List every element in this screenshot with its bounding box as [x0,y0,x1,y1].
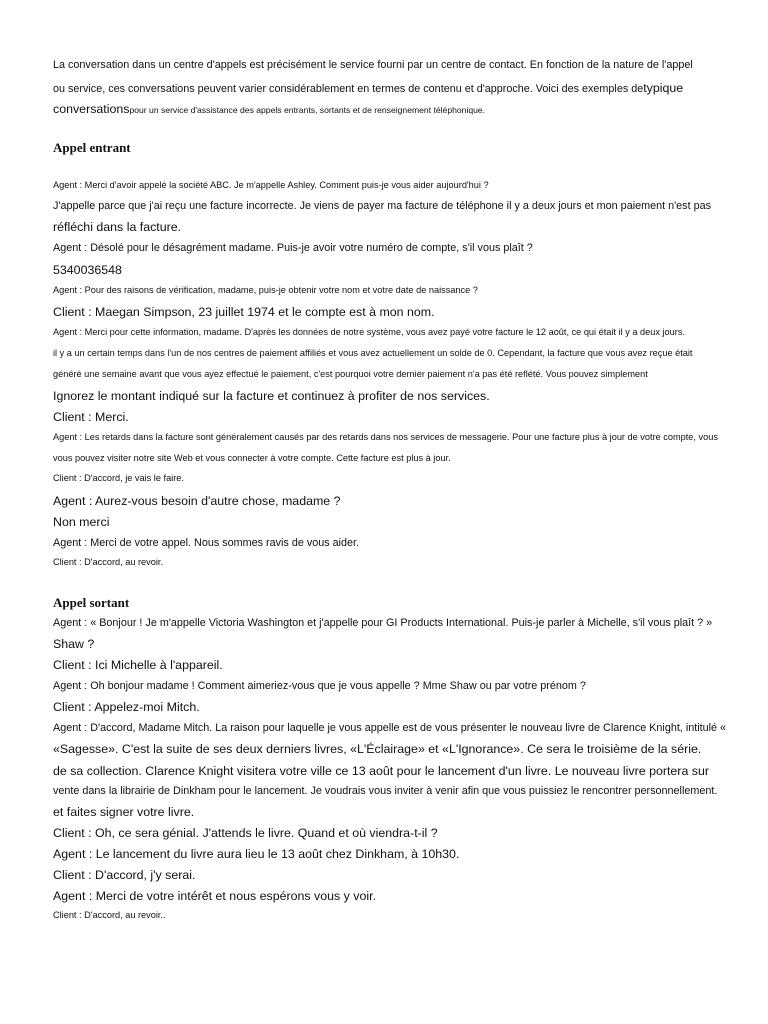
outbound-line: Client : Appelez-moi Mitch. [53,700,200,714]
inbound-line: Agent : Merci d'avoir appelé la société ABC. Je m'appelle Ashley. Comment puis-je vous aider aujourd'hui ? [53,180,489,190]
outbound-line: Client : Ici Michelle à l'appareil. [53,658,223,672]
outbound-line: Agent : Oh bonjour madame ! Comment aimeriez-vous que je vous appelle ? Mme Shaw ou par votre prénom ? [53,680,586,692]
outbound-heading: Appel sortant [53,596,130,610]
intro-line-2 [53,81,756,95]
outbound-line: Agent : Le lancement du livre aura lieu le 13 août chez Dinkham, à 10h30. [53,847,460,861]
inbound-line: Agent : Merci de votre appel. Nous sommes ravis de vous aider. [53,537,360,549]
outbound-line: Agent : D'accord, Madame Mitch. La raison pour laquelle je vous appelle est de vous présenter le nouveau livre de Clarence Knight, intitulé « [53,722,727,734]
inbound-line: Client : D'accord, je vais le faire. [53,473,184,483]
outbound-line: de sa collection. Clarence Knight visitera votre ville ce 13 août pour le lancement d'un livre. Le nouveau livre portera sur [53,764,709,778]
inbound-line: vous pouvez visiter notre site Web et vous connecter à votre compte. Cette facture est plus à jour. [53,453,451,463]
intro-line-2-text: ou service, ces conversations peuvent varier considérablement en termes de contenu et d'approche. Voici des exemples de [53,83,644,95]
inbound-line: Client : D'accord, au revoir. [53,557,164,567]
outbound-line: Agent : « Bonjour ! Je m'appelle Victoria Washington et j'appelle pour GI Products International. Puis-je parler à Michelle, s'il vous plaît ? » [53,617,713,629]
outbound-line: Client : Oh, ce sera génial. J'attends le livre. Quand et où viendra-t-il ? [53,826,438,840]
outbound-line: et faites signer votre livre. [53,805,195,819]
inbound-heading: Appel entrant [53,141,131,155]
inbound-line: Agent : Aurez-vous besoin d'autre chose, madame ? [53,494,341,508]
inbound-line: Ignorez le montant indiqué sur la facture et continuez à profiter de nos services. [53,389,490,403]
inbound-line: Non merci [53,515,110,529]
inbound-line: réfléchi dans la facture. [53,220,182,234]
inbound-line: Agent : Pour des raisons de vérification, madame, puis-je obtenir votre nom et votre date de naissance ? [53,285,478,295]
intro-line-2-end: typique [643,81,684,95]
inbound-line: Agent : Désolé pour le désagrément madame. Puis-je avoir votre numéro de compte, s'il vous plaît ? [53,242,533,254]
intro-line-3-end: pour un service d'assistance des appels entrants, sortants et de renseignement téléphonique. [129,105,486,115]
intro-line-1: La conversation dans un centre d'appels est précisément le service fourni par un centre de contact. En fonction de la nature de l'appel [53,59,693,71]
inbound-line: Agent : Merci pour cette information, madame. D'après les données de notre système, vous avez payé votre facture le 12 août, ce qui était il y a deux jours. [53,327,685,337]
inbound-line: Client : Merci. [53,410,129,424]
outbound-line: vente dans la librairie de Dinkham pour le lancement. Je voudrais vous inviter à venir afin que vous puissiez le rencontrer personnellement. [53,785,718,797]
outbound-line: Agent : Merci de votre intérêt et nous espérons vous y voir. [53,889,377,903]
inbound-line: 5340036548 [53,263,122,277]
inbound-line: Client : Maegan Simpson, 23 juillet 1974 et le compte est à mon nom. [53,305,435,319]
intro-line-3-start: conversations [53,102,130,116]
outbound-line: Client : D'accord, au revoir.. [53,910,166,920]
inbound-line: Agent : Les retards dans la facture sont généralement causés par des retards dans nos services de messagerie. Pour une facture plus à jour de votre compte, vous [53,432,718,442]
inbound-line: J'appelle parce que j'ai reçu une facture incorrecte. Je viens de payer ma facture de téléphone il y a deux jours et mon paiement n'est pas [53,200,711,212]
inbound-line: généré une semaine avant que vous ayez effectué le paiement, c'est pourquoi votre dernier paiement n'a pas été reflété. Vous pouvez simplement [53,369,648,379]
outbound-line: Shaw ? [53,637,95,651]
outbound-line: Client : D'accord, j'y serai. [53,868,196,882]
inbound-line: il y a un certain temps dans l'un de nos centres de paiement affiliés et vous avez actuellement un solde de 0. Cependant, la facture que vous avez reçue était [53,348,693,358]
outbound-line: «Sagesse». C'est la suite de ses deux derniers livres, «L'Éclairage» et «L'Ignorance». Ce sera le troisième de la série. [53,742,702,756]
intro-line-3 [53,100,756,118]
